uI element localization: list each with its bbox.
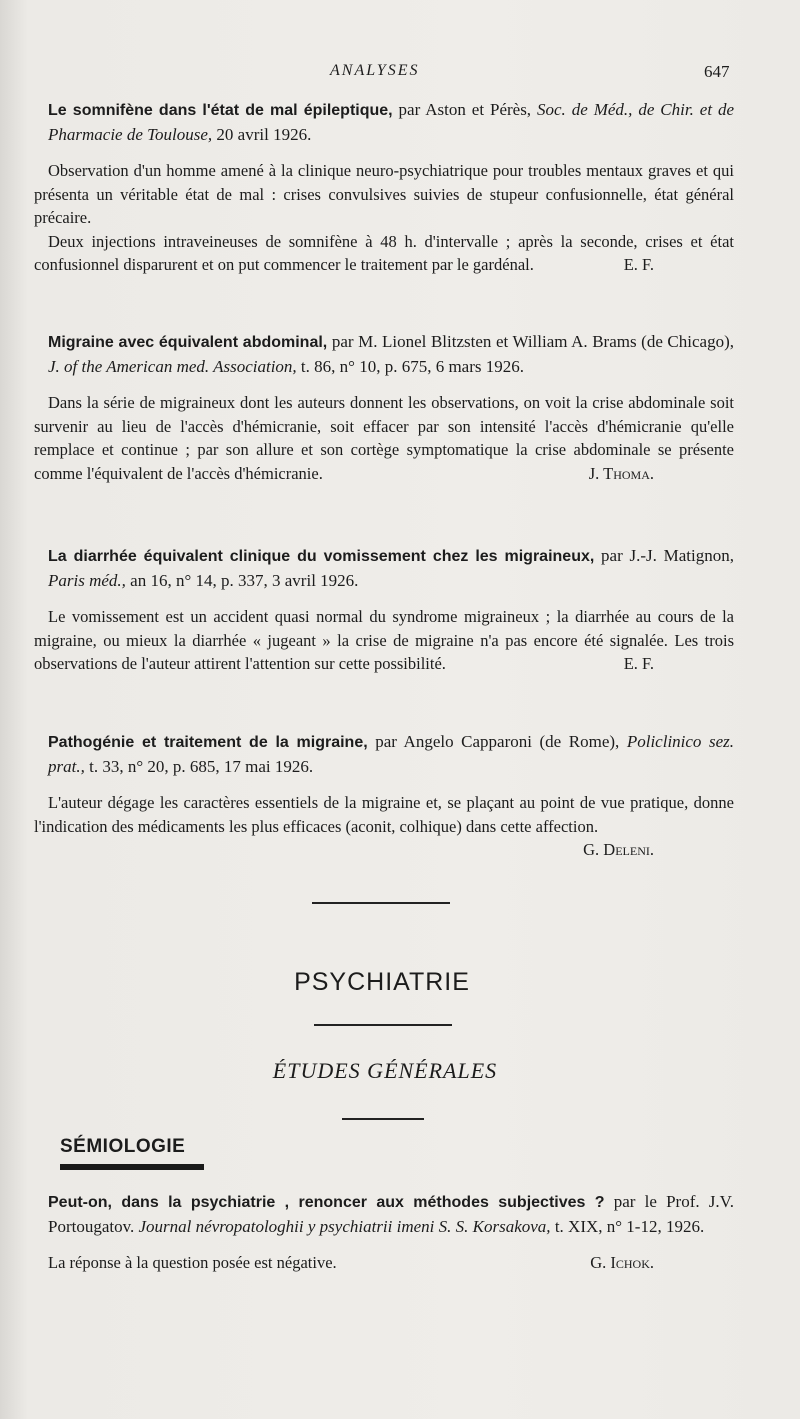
- entry-body: [34, 605, 734, 676]
- entry-body-text: L'auteur dégage les caractères essentiels de la migraine et, se plaçant au point de vue pratique, donne l'indication des médicaments les plus efficaces (aconit, colhique) dans cette affection.: [34, 793, 734, 836]
- entry-citation: t. 33, n° 20, p. 685, 17 mai 1926.: [84, 757, 314, 776]
- entry-citation: 20 avril 1926.: [212, 125, 312, 144]
- entry-citation: t. XIX, n° 1-12, 1926.: [550, 1217, 705, 1236]
- entry-heading: [34, 544, 734, 593]
- entry-journal: Soc. de Méd., de Chir. et de Pharmacie de Toulouse,: [48, 100, 735, 144]
- entry-authors: par J.-J. Matignon,: [594, 546, 734, 565]
- entry-signature: G. Ichok.: [590, 1253, 654, 1272]
- entry-signature: E. F.: [623, 255, 654, 274]
- entry-heading: [34, 98, 734, 147]
- entry-heading: [34, 730, 734, 779]
- abstract-entry: [34, 330, 734, 485]
- abstract-entry: [34, 1190, 734, 1275]
- abstract-entry: [34, 98, 734, 277]
- entry-body-text: Dans la série de migraineux dont les auteurs donnent les observations, on voit la crise abdominale soit survenir au lieu de l'accès d'hémicranie, soit effacer par son intensité l'accès d'hémicranie qu'elle remplace et continue ; par son allure et son cortège symptomatique la crise abdominale se présente comme l'équivalent de l'accès d'hémicranie.: [34, 393, 734, 483]
- entry-authors: par Angelo Capparoni (de Rome),: [367, 732, 627, 751]
- entry-body-continued: [34, 230, 734, 277]
- entry-heading: [34, 1190, 734, 1239]
- section-divider: [342, 1118, 424, 1120]
- entry-citation: an 16, n° 14, p. 337, 3 avril 1926.: [125, 571, 359, 590]
- page-number: 647: [704, 62, 730, 81]
- entry-authors: par Aston et Pérès,: [392, 100, 537, 119]
- entry-journal: Journal névropatologhii y psychiatrii imeni S. S. Korsakova,: [138, 1217, 551, 1236]
- entry-title: La diarrhée équivalent clinique du vomissement chez les migraineux,: [48, 548, 595, 565]
- entry-body: [34, 1251, 734, 1275]
- entry-authors: par M. Lionel Blitzsten et William A. Brams (de Chicago),: [327, 332, 734, 351]
- entry-heading: [34, 330, 734, 379]
- entry-title: Migraine avec équivalent abdominal,: [48, 334, 328, 351]
- entry-journal: J. of the American med. Association,: [48, 357, 297, 376]
- entry-title: Pathogénie et traitement de la migraine,: [48, 734, 368, 751]
- entry-body: [34, 391, 734, 485]
- entry-title: Le somnifène dans l'état de mal épileptique,: [48, 102, 393, 119]
- abstract-entry: [34, 730, 734, 862]
- running-head-title: ANALYSES: [330, 62, 420, 79]
- rubric-title: SÉMIOLOGIE: [60, 1136, 186, 1157]
- entry-signature: G. Deleni.: [583, 840, 654, 859]
- entry-title: Peut-on, dans la psychiatrie , renoncer aux méthodes subjectives ?: [48, 1194, 605, 1211]
- abstract-entry: [34, 544, 734, 676]
- entry-authors: par le Prof. J.V. Portougatov.: [48, 1192, 735, 1236]
- entry-body-text: Deux injections intraveineuses de somnifène à 48 h. d'intervalle ; après la seconde, crises et état confusionnel disparurent et on put commencer le traitement par le gardénal.: [34, 231, 734, 274]
- subsection-title: ÉTUDES GÉNÉRALES: [272, 1058, 498, 1083]
- section-title: PSYCHIATRIE: [294, 968, 470, 996]
- entry-signature: J. Thoma.: [588, 463, 654, 483]
- entry-journal: Paris méd.,: [48, 571, 126, 590]
- entry-body-text: Le vomissement est un accident quasi normal du syndrome migraineux ; la diarrhée au cours de la migraine, ou mieux la diarrhée « jugeant » la crise de migraine n'a pas encore été signalée. Les trois observations de l'auteur attirent l'attention sur cette possibilité.: [34, 607, 734, 673]
- running-head: [0, 60, 800, 84]
- entry-body: [34, 791, 734, 859]
- section-divider: [312, 902, 450, 904]
- entry-journal: Policlinico sez. prat.,: [48, 732, 735, 776]
- entry-body-text: La réponse à la question posée est négative.: [48, 1253, 337, 1272]
- entry-body: Observation d'un homme amené à la clinique neuro-psychiatrique pour troubles mentaux graves et qui présenta un véritable état de mal : crises convulsives suivies de stupeur confusionnelle, état général précaire.: [34, 161, 734, 227]
- entry-signature: E. F.: [623, 654, 654, 673]
- rubric-underline: [60, 1164, 204, 1170]
- section-divider: [314, 1024, 452, 1026]
- entry-citation: t. 86, n° 10, p. 675, 6 mars 1926.: [296, 357, 524, 376]
